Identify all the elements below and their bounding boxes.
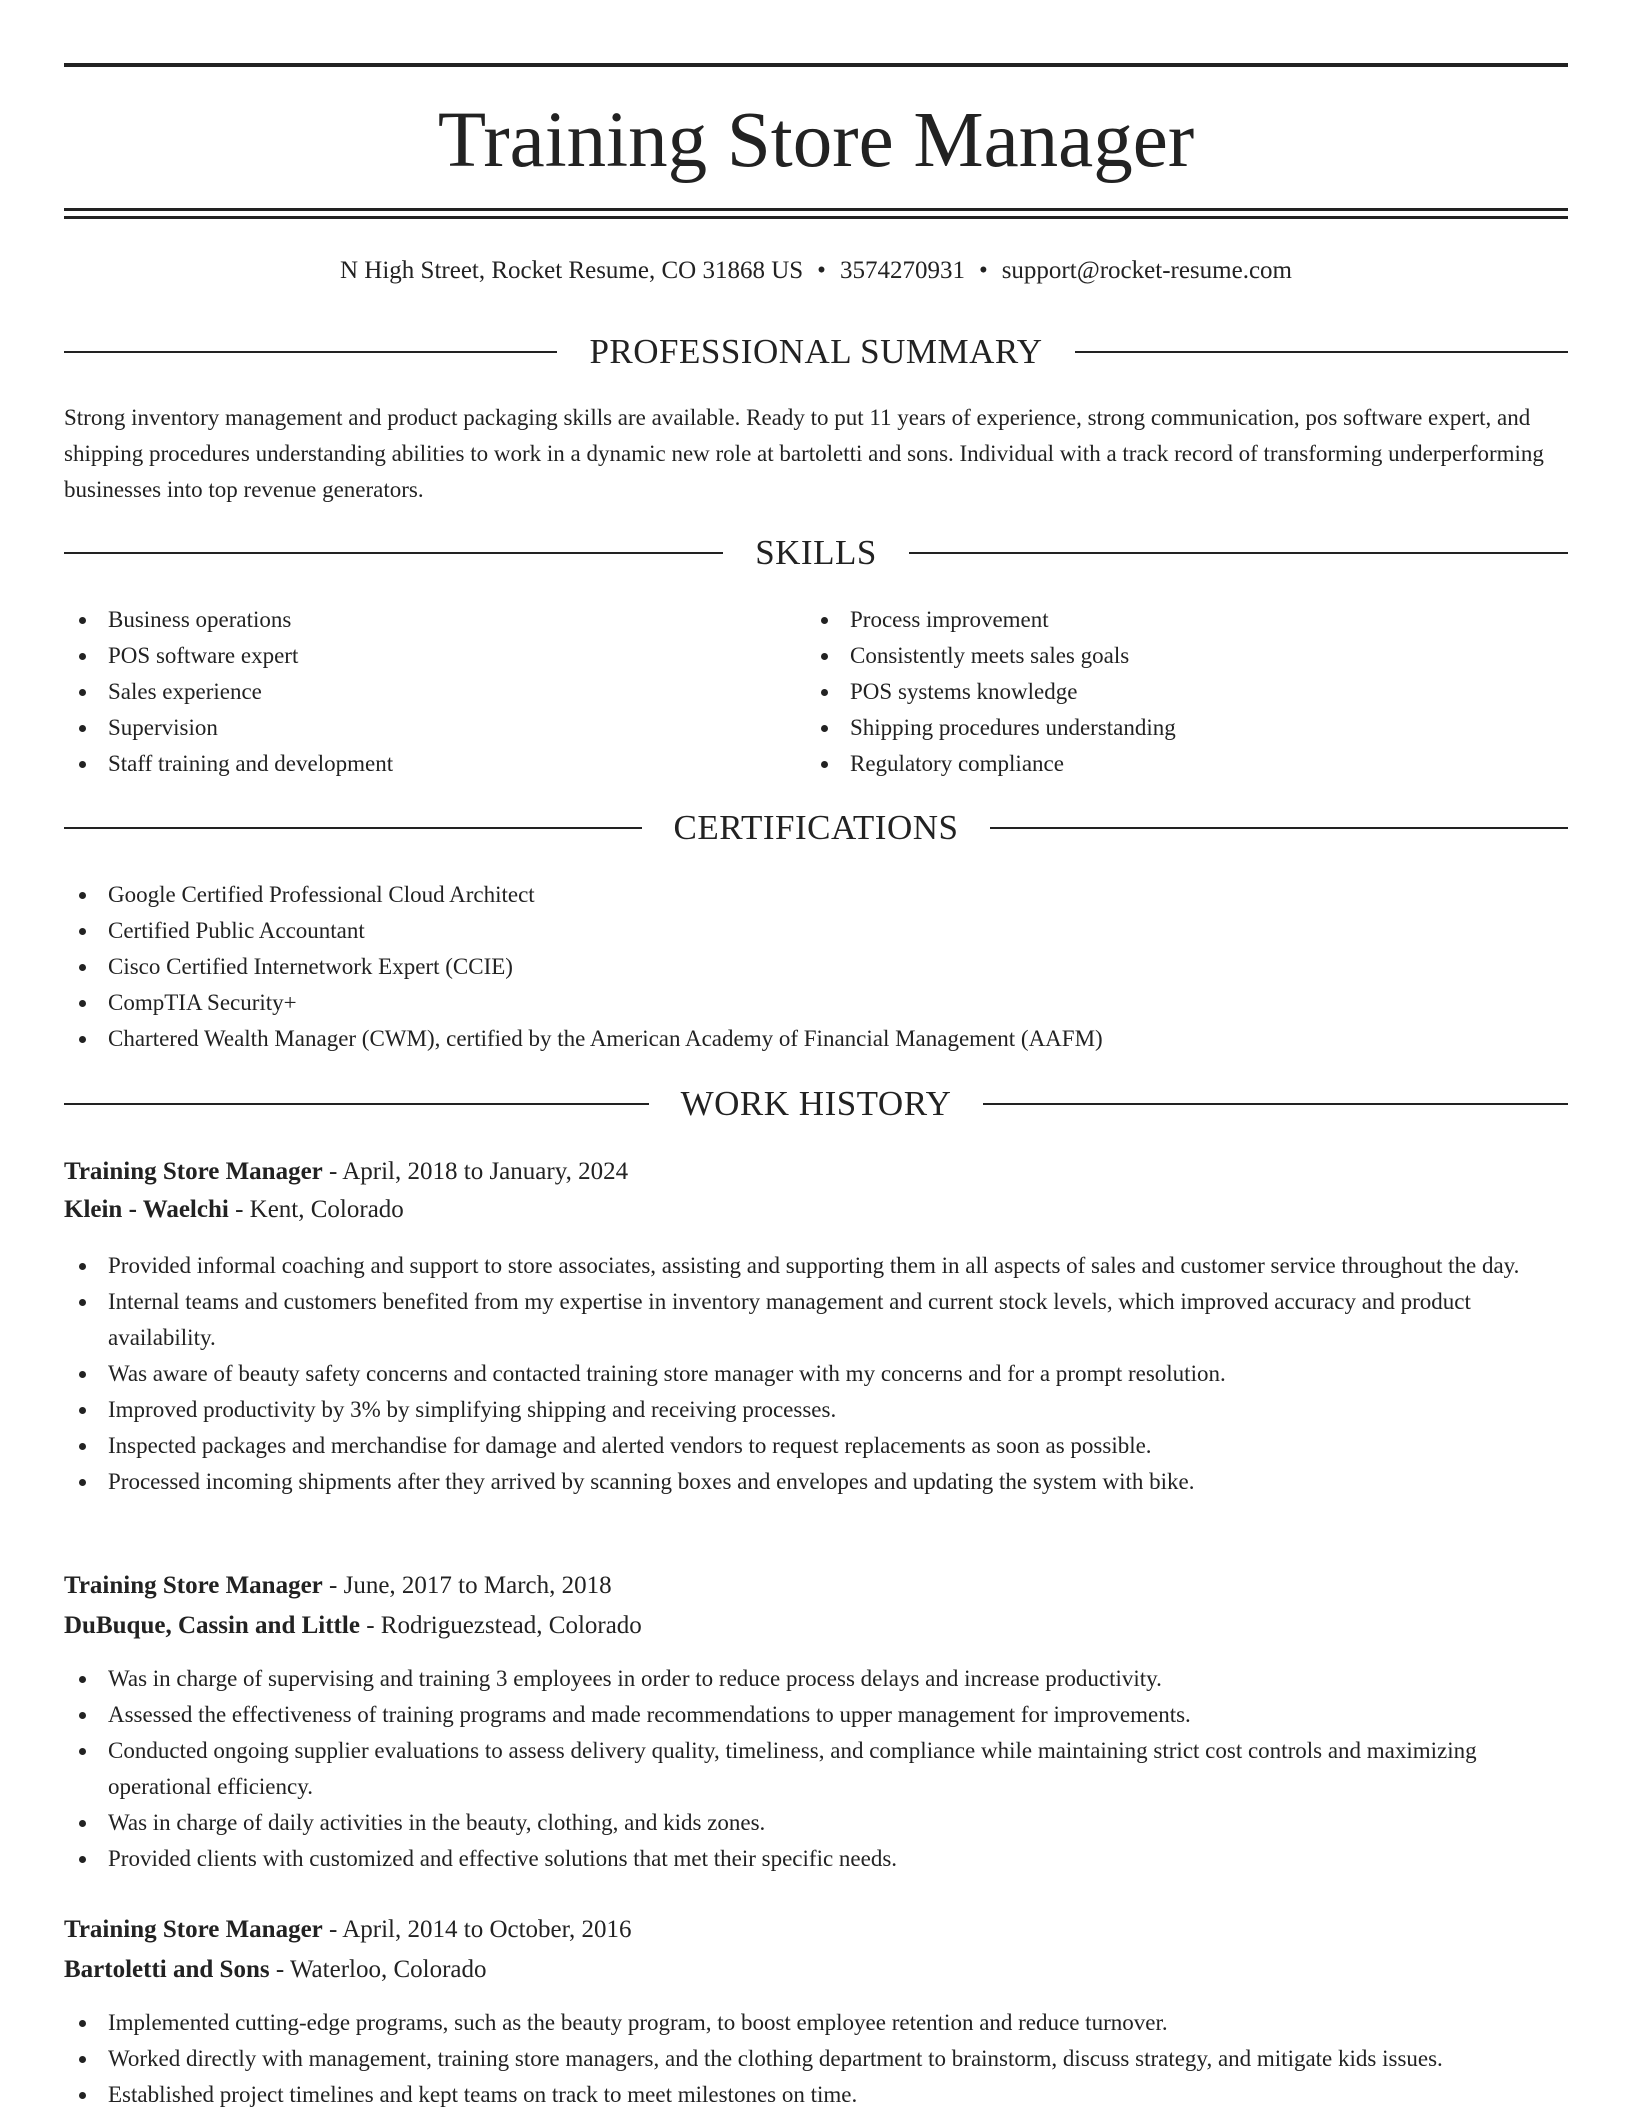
- contact-line: [64, 255, 1568, 287]
- section-title-work-history: WORK HISTORY: [680, 1084, 952, 1123]
- certification-item: Cisco Certified Internetwork Expert (CCIE): [64, 949, 1568, 985]
- contact-email: support@rocket-resume.com: [1001, 257, 1292, 284]
- candidate-name: Training Store Manager: [437, 97, 1195, 184]
- section-title-summary: PROFESSIONAL SUMMARY: [589, 332, 1043, 371]
- skill-item: Staff training and development: [64, 746, 764, 782]
- job-bullet: Provided informal coaching and support to store associates, assisting and supporting them in all aspects of sales and customer service throughout the day.: [64, 1248, 1568, 1284]
- section-rule-left: [64, 1103, 649, 1105]
- job-location: - Waterloo, Colorado: [269, 1956, 487, 1983]
- summary-text: Strong inventory management and product packaging skills are available. Ready to put 11 years of experience, strong communication, pos software expert, and shipping procedures understanding abilities to work in a dynamic new role at bartoletti and sons. Individual with a track record of transforming underperforming businesses into top revenue generators.: [64, 405, 1544, 502]
- job-company: DuBuque, Cassin and Little: [64, 1612, 360, 1639]
- job-bullet: Assessed the effectiveness of training programs and made recommendations to upper management for improvements.: [64, 1697, 1568, 1733]
- job-title: Training Store Manager: [64, 1916, 323, 1943]
- section-rule-left: [64, 552, 723, 554]
- job-bullet: Was in charge of supervising and training 3 employees in order to reduce process delays and increase productivity.: [64, 1661, 1568, 1697]
- certification-item: Certified Public Accountant: [64, 913, 1568, 949]
- header-top-rule: [64, 63, 1568, 67]
- job-bullets: [64, 1661, 1568, 1877]
- job-company-line: [64, 1607, 1568, 1645]
- section-header-certifications: [64, 806, 1568, 850]
- section-header-summary: [64, 330, 1568, 374]
- section-header-work-history: [64, 1082, 1568, 1126]
- job-bullet: Inspected packages and merchandise for damage and alerted vendors to request replacements as soon as possible.: [64, 1428, 1568, 1464]
- skill-item: Process improvement: [806, 602, 1506, 638]
- job-bullet: Provided clients with customized and effective solutions that met their specific needs.: [64, 1841, 1568, 1877]
- job-company: Klein - Waelchi: [64, 1196, 229, 1223]
- job-title-line: [64, 1153, 1568, 1191]
- job-location: - Kent, Colorado: [228, 1196, 404, 1223]
- job-bullet: Improved productivity by 3% by simplifying shipping and receiving processes.: [64, 1392, 1568, 1428]
- certification-item: Chartered Wealth Manager (CWM), certified by the American Academy of Financial Management (AAFM): [64, 1021, 1568, 1057]
- contact-address: N High Street, Rocket Resume, CO 31868 US: [340, 257, 804, 284]
- job-bullet: Processed incoming shipments after they arrived by scanning boxes and envelopes and updating the system with bike.: [64, 1464, 1568, 1500]
- certifications-list: [64, 877, 1568, 1057]
- skills-list-left: [64, 602, 764, 782]
- section-header-skills: [64, 531, 1568, 575]
- job-company: Bartoletti and Sons: [64, 1956, 270, 1983]
- job-dates: - April, 2014 to October, 2016: [322, 1916, 632, 1943]
- job-title: Training Store Manager: [64, 1158, 323, 1185]
- job-bullet: Implemented cutting-edge programs, such as the beauty program, to boost employee retention and reduce turnover.: [64, 2005, 1568, 2041]
- job-company-line: [64, 1191, 1568, 1229]
- section-rule-right: [1075, 351, 1568, 353]
- header-double-rule-bottom: [64, 216, 1568, 219]
- header-double-rule-top: [64, 208, 1568, 211]
- contact-separator: •: [817, 257, 826, 284]
- job-bullet: Was aware of beauty safety concerns and contacted training store manager with my concerns and for a prompt resolution.: [64, 1356, 1568, 1392]
- section-rule-right: [909, 552, 1568, 554]
- contact-separator: •: [978, 257, 988, 284]
- section-rule-left: [64, 351, 557, 353]
- section-title-skills: SKILLS: [755, 533, 877, 572]
- job-bullet: Internal teams and customers benefited from my expertise in inventory management and current stock levels, which improved accuracy and product availability.: [64, 1284, 1568, 1356]
- skill-item: Business operations: [64, 602, 764, 638]
- skill-item: POS software expert: [64, 638, 764, 674]
- job-location: - Rodriguezstead, Colorado: [359, 1612, 642, 1639]
- job-bullets: [64, 2005, 1568, 2112]
- job-company-line: [64, 1951, 1568, 1989]
- certification-item: CompTIA Security+: [64, 985, 1568, 1021]
- skill-item: POS systems knowledge: [806, 674, 1506, 710]
- skill-item: Supervision: [64, 710, 764, 746]
- skill-item: Regulatory compliance: [806, 746, 1506, 782]
- job-title: Training Store Manager: [64, 1572, 323, 1599]
- section-title-certifications: CERTIFICATIONS: [673, 808, 959, 847]
- job-bullet: Established project timelines and kept teams on track to meet milestones on time.: [64, 2077, 1568, 2112]
- section-rule-right: [983, 1103, 1568, 1105]
- certification-item: Google Certified Professional Cloud Architect: [64, 877, 1568, 913]
- skills-list-right: [806, 602, 1506, 782]
- skill-item: Consistently meets sales goals: [806, 638, 1506, 674]
- skill-item: Sales experience: [64, 674, 764, 710]
- job-dates: - June, 2017 to March, 2018: [322, 1572, 612, 1599]
- job-bullet: Conducted ongoing supplier evaluations to assess delivery quality, timeliness, and compliance while maintaining strict cost controls and maximizing operational efficiency.: [64, 1733, 1568, 1805]
- skill-item: Shipping procedures understanding: [806, 710, 1506, 746]
- job-title-line: [64, 1567, 1568, 1605]
- job-bullet: Was in charge of daily activities in the beauty, clothing, and kids zones.: [64, 1805, 1568, 1841]
- section-rule-left: [64, 827, 642, 829]
- section-rule-right: [990, 827, 1568, 829]
- job-bullets: [64, 1248, 1568, 1500]
- contact-phone: 3574270931: [839, 257, 965, 284]
- job-bullet: Worked directly with management, training store managers, and the clothing department to brainstorm, discuss strategy, and mitigate kids issues.: [64, 2041, 1568, 2077]
- job-dates: - April, 2018 to January, 2024: [322, 1158, 629, 1185]
- job-title-line: [64, 1911, 1568, 1949]
